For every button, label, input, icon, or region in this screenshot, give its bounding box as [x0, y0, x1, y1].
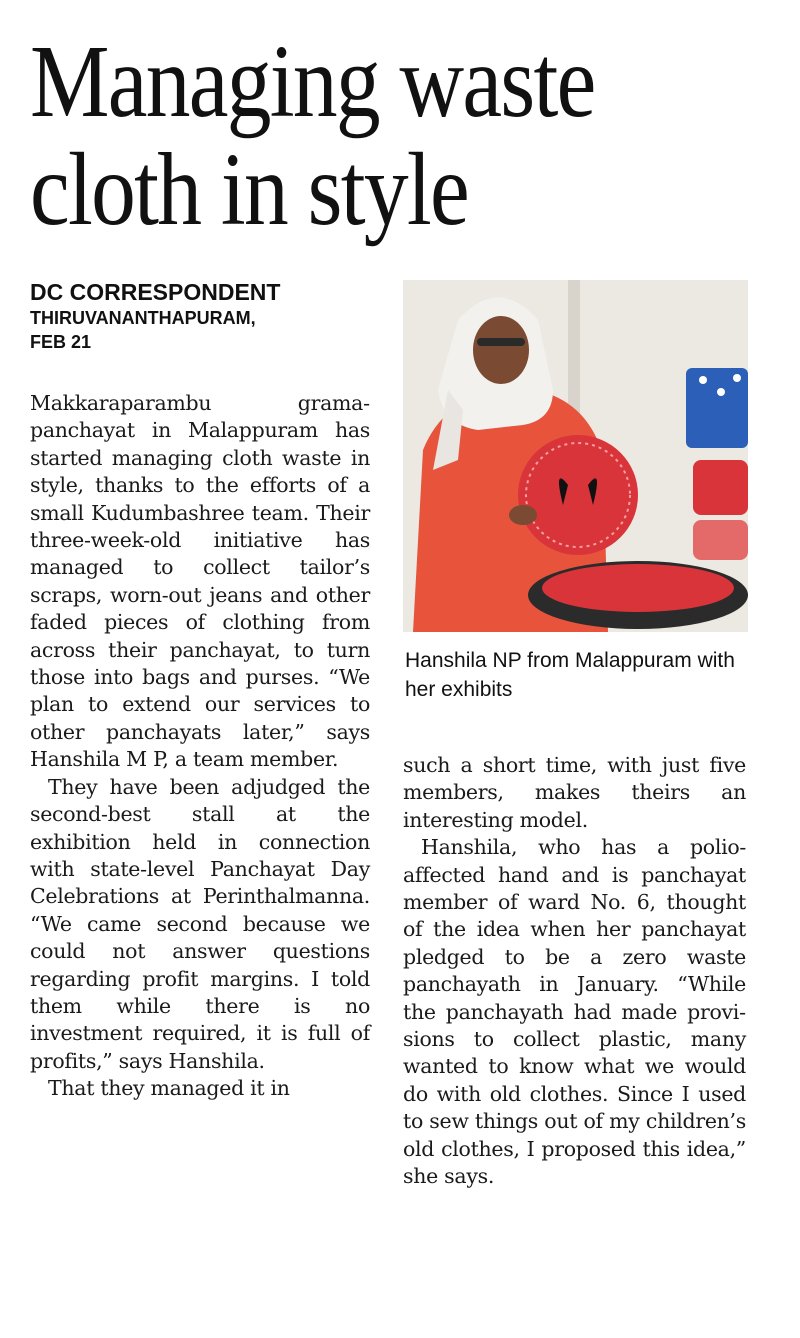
headline	[30, 24, 684, 247]
headline-line-1: Managing waste	[30, 24, 595, 139]
glasses	[477, 338, 525, 346]
face	[473, 316, 529, 384]
paragraph: That they managed it in	[48, 1076, 290, 1101]
dateline-city: THIRUVANANTHAPURAM,	[30, 308, 256, 328]
paragraph: Makkaraparambu gramapanchayat in Malappuram has started managing cloth waste in style, thanks to the efforts of a small Kudumbashree team. Their three-week-old initiative has managed to collect tailor’s scraps, worn-out jeans and other faded pieces of clothing from across their panchayat, to turn those into bags and purses. “We plan to extend our services to other panchayats later,” says Hanshila M P, a team member.	[30, 391, 370, 772]
headline-line-2: cloth in style	[30, 132, 468, 247]
article-photo	[403, 280, 748, 632]
hatbox-lid	[518, 435, 638, 555]
article-column-left	[30, 390, 370, 1103]
paragraph: Hanshila, who has a polio-affected hand and is panchayat member of ward No. 6, thought of the idea when her panchayat pledged to be a zero waste panchayath in January. “While the panchayath had made provisions to collect plastic, many wanted to know what we would do with old clothes. Since I used to sew things out of my children’s old clothes, I proposed this idea,” she says.	[403, 835, 746, 1189]
bucket-dot	[699, 376, 707, 384]
bucket-dot	[733, 374, 741, 382]
byline: DC CORRESPONDENT	[30, 279, 281, 305]
hand	[509, 505, 537, 525]
byline-block	[30, 278, 390, 354]
dateline-date: FEB 21	[30, 332, 92, 352]
bucket-dot	[717, 388, 725, 396]
paragraph: They have been adjudged the second-best stall at the exhibition held in connection with state-level Panchayat Day Celebrations at Perinthalmanna. “We came second because we could not answer questions regarding profit margins. I told them while there is no investment required, it is full of profits,” says Hanshila.	[30, 774, 370, 1073]
tray-inner	[542, 564, 734, 612]
article-column-right	[403, 752, 746, 1191]
photo-illustration	[403, 280, 748, 632]
red-basket-2	[693, 520, 748, 560]
paragraph: such a short time, with just five members, makes theirs an interesting model.	[403, 753, 746, 832]
photo-caption: Hanshila NP from Malappuram with her exhibits	[405, 649, 735, 701]
red-basket	[693, 460, 748, 515]
